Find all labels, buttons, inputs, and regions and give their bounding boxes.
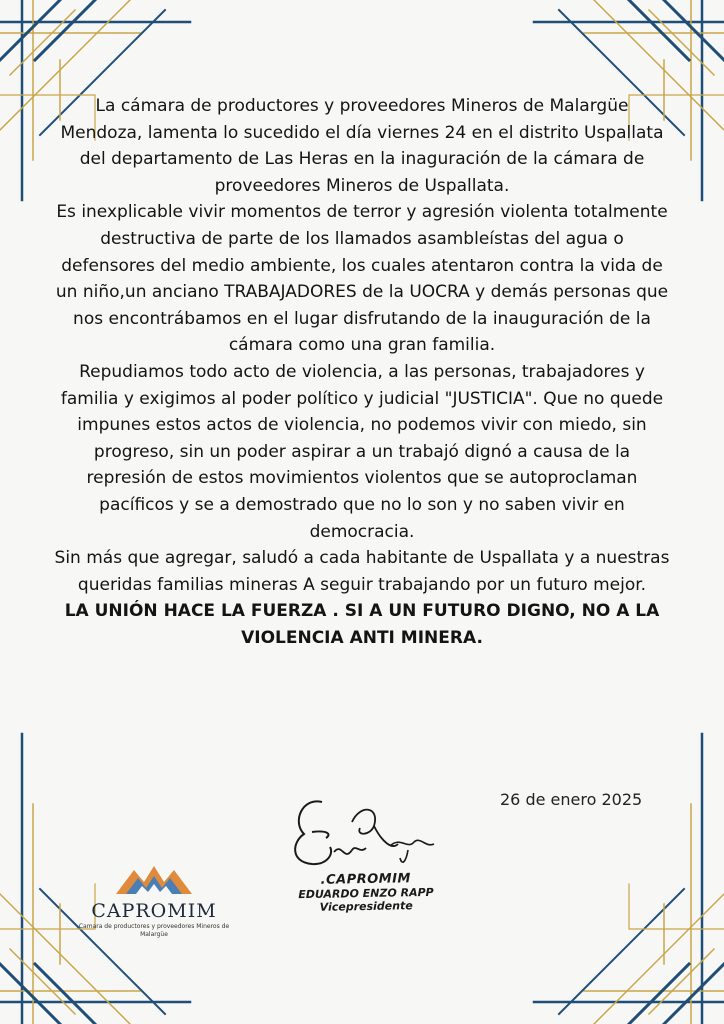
letter-body	[52, 93, 672, 651]
stamp-organization: .CAPROMIM	[320, 871, 412, 888]
mountains-logo-icon	[112, 856, 196, 898]
handwritten-signature-icon	[282, 792, 452, 882]
paragraph-repudiation: Repudiamos todo acto de violencia, a las personas, trabajadores y familia y exigimos al poder político y judicial "JUSTICIA". Que no quede impunes estos actos de violencia, no podemos vivir con miedo, sin progreso, sin un poder aspirar a un trabajó dignó a causa de la represión de estos movimientos violentos que se autoproclaman pacíficos y se a demostrado que no lo son y no saben vivir en democracia.	[60, 361, 664, 542]
slogan: LA UNIÓN HACE LA FUERZA . SI A UN FUTURO DIGNO, NO A LA VIOLENCIA ANTI MINERA.	[64, 601, 660, 648]
signature-block	[282, 792, 452, 942]
stamp-signer-title: Vicepresidente	[319, 899, 413, 914]
paragraph-closing: Sin más que agregar, saludó a cada habitante de Uspallata y a nuestras queridas familias mineras A seguir trabajando por un futuro mejor.	[54, 548, 670, 595]
corner-bottom-right	[534, 734, 724, 1024]
logo-tagline: Camara de productores y proveedores Mineros de Malargüe	[78, 923, 230, 938]
logo-name: CAPROMIM	[91, 900, 217, 922]
paragraph-incident: Es inexplicable vivir momentos de terror y agresión violenta totalmente destructiva de parte de los llamados asambleístas del agua o defensores del medio ambiente, los cuales atentaron contra la vida de un niño,un anciano TRABAJADORES de la UOCRA y demás personas que nos encontrábamos en el lugar disfrutando de la inauguración de la cámara como una gran familia.	[55, 202, 669, 356]
capromim-logo	[72, 856, 236, 938]
letter-date: 26 de enero 2025	[500, 790, 643, 809]
stamp-signer-name: EDUARDO ENZO RAPP	[298, 885, 434, 902]
signature-stamp	[286, 871, 447, 915]
paragraph-intro: La cámara de productores y proveedores Mineros de Malargüe Mendoza, lamenta lo sucedido el día viernes 24 en el distrito Uspallata del departamento de Las Heras en la inaguración de la cámara de proveedores Mineros de Uspallata.	[60, 96, 664, 196]
